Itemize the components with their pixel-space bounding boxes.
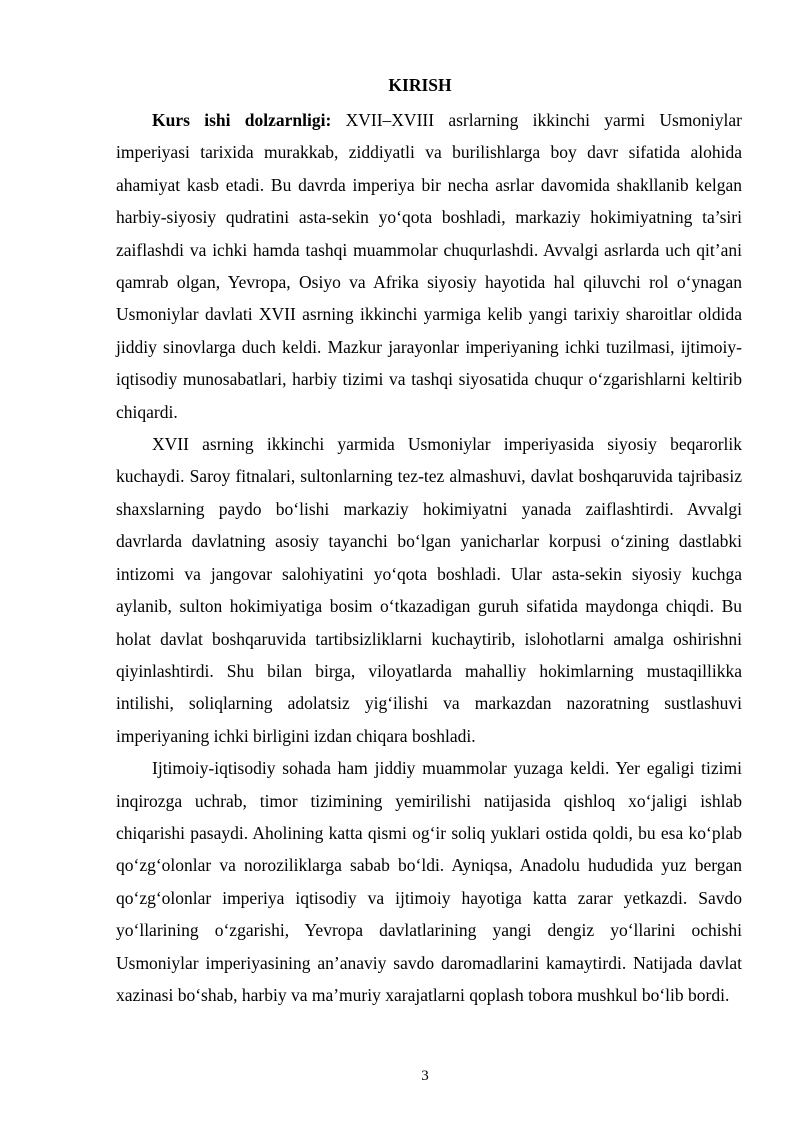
- paragraph-text: XVII asrning ikkinchi yarmida Usmoniylar imperiyasida siyosiy beqarorlik kuchaydi. Saroy fitnalari, sultonlarning tez-tez almashuvi, davlat boshqaruvida tajribasiz shaxslarning paydo bo‘lishi markaziy hokimiyatni yanada zaiflashtirdi. Avvalgi davrlarda davlatning asosiy tayanchi bo‘lgan yanicharlar korpusi o‘zining dastlabki intizomi va jangovar salohiyatini yo‘qota boshladi. Ular asta-sekin siyosiy kuchga aylanib, sulton hokimiyatiga bosim o‘tkazadigan guruh sifatida maydonga chiqdi. Bu holat davlat boshqaruvida tartibsizliklarni kuchaytirib, islohotlarni amalga oshirishni qiyinlashtirdi. Shu bilan birga, viloyatlarda mahalliy hokimlarning mustaqillikka intilishi, soliqlarning adolatsiz yig‘ilishi va markazdan nazoratning sustlashuvi imperiyaning ichki birligini izdan chiqara boshladi.: [116, 434, 742, 746]
- page-number: 3: [421, 1068, 429, 1084]
- paragraph-text: XVII–XVIII asrlarning ikkinchi yarmi Usmoniylar imperiyasi tarixida murakkab, ziddiyatli va burilishlarga boy davr sifatida alohida ahamiyat kasb etadi. Bu davrda imperiya bir necha asrlar davomida shakllanib kelgan harbiy-siyosiy qudratini asta-sekin yo‘qota boshladi, markaziy hokimiyatning ta’siri zaiflashdi va ichki hamda tashqi muammolar chuqurlashdi. Avvalgi asrlarda uch qit’ani qamrab olgan, Yevropa, Osiyo va Afrika siyosiy hayotida hal qiluvchi rol o‘ynagan Usmoniylar davlati XVII asrning ikkinchi yarmiga kelib yangi tarixiy sharoitlar oldida jiddiy sinovlarga duch keldi. Mazkur jarayonlar imperiyaning ichki tuzilmasi, ijtimoiy-iqtisodiy munosabatlari, harbiy tizimi va tashqi siyosatida chuqur o‘zgarishlarni keltirib chiqardi.: [116, 110, 743, 422]
- section-heading: KIRISH: [388, 75, 452, 95]
- paragraph-1: [116, 104, 742, 428]
- paragraph-lead: Kurs ishi dolzarnligi:: [152, 110, 332, 130]
- body-text: [116, 104, 742, 1011]
- paragraph-text: Ijtimoiy-iqtisodiy sohada ham jiddiy muammolar yuzaga keldi. Yer egaligi tizimi inqirozga uchrab, timor tizimining yemirilishi natijasida qishloq xo‘jaligi ishlab chiqarishi pasaydi. Aholining katta qismi og‘ir soliq yuklari ostida qoldi, bu esa ko‘plab qo‘zg‘olonlar va noroziliklarga sabab bo‘ldi. Ayniqsa, Anadolu hududida yuz bergan qo‘zg‘olonlar imperiya iqtisodiy va ijtimoiy hayotiga katta zarar yetkazdi. Savdo yo‘llarining o‘zgarishi, Yevropa davlatlarining yangi dengiz yo‘llarini ochishi Usmoniylar imperiyasining an’anaviy savdo daromadlarini kamaytirdi. Natijada davlat xazinasi bo‘shab, harbiy va ma’muriy xarajatlarni qoplash tobora mushkul bo‘lib bordi.: [116, 758, 742, 1005]
- paragraph-2: [116, 428, 742, 752]
- paragraph-3: [116, 752, 742, 1011]
